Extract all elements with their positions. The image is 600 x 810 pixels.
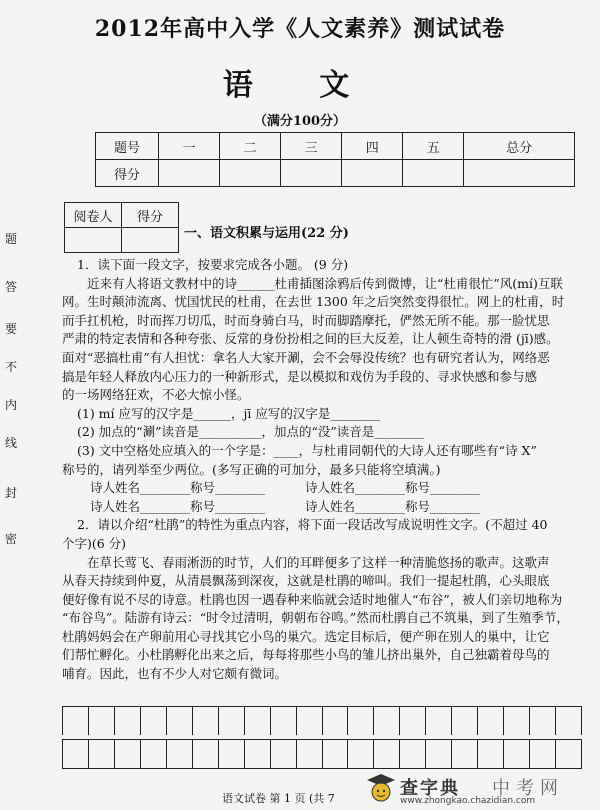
answer-grid-cell[interactable] [115,707,141,735]
full-mark: （满分100分） [253,114,347,129]
score-input-cell[interactable] [342,160,403,187]
score-cell: 四 [342,133,403,160]
answer-grid-cell[interactable] [323,740,349,768]
side-char: 题 [4,232,17,246]
q1-passage-line: 面对“恶搞杜甫”有人担忧：拿名人大家开涮，会不会辱没传统？也有研究者认为，网络恶 [62,349,550,365]
answer-grid-cell[interactable] [374,740,400,768]
answer-grid-cell[interactable] [115,740,141,768]
poet-fill-row [62,498,582,517]
score-table [95,132,575,187]
answer-grid-cell[interactable] [193,707,219,735]
score-input-cell[interactable] [281,160,342,187]
answer-grid-cell[interactable] [193,740,219,768]
q1-passage-line: 近来有人将语文教材中的诗______杜甫插图涂鸦后传到微博，让“杜甫很忙”风(mí)互联 [87,275,563,291]
q2-passage-line: 们帮忙孵化。小杜鹃孵化出来之后，每每将那些小鸟的雏儿挤出巢外，自己独霸着母鸟的 [62,647,550,663]
student-mascot-icon [366,772,396,804]
q1-sub3: (3) 文中空格处应填入的一个字是：____，与杜甫同朝代的大诗人还有哪些有“诗 X” [77,442,537,458]
score-cell: 一 [159,133,220,160]
question-content [62,256,582,684]
answer-grid-cell[interactable] [530,740,556,768]
answer-grid-cell[interactable] [323,707,349,735]
score-input-cell[interactable] [464,160,575,187]
score-cell: 三 [281,133,342,160]
answer-grid-cell[interactable] [297,707,323,735]
answer-grid [62,706,582,769]
answer-grid-cell[interactable] [348,740,374,768]
q2-passage-line: 哺育。因此，也有不少人对它颇有微词。 [62,666,288,682]
q2-passage-line: “布谷鸟”。陆游有诗云：“时令过清明，朝朝布谷鸣。”然而杜鹃自己不筑巢，到了生殖季节， [62,610,569,626]
score-table-header-row [96,133,575,160]
q1-passage-line: 的一场网络狂欢，不必大惊小怪。 [62,387,250,403]
q2-prompt-cont: 个字)(6 分) [62,535,127,551]
score-input-cell[interactable] [220,160,281,187]
grader-input-cell[interactable] [65,228,122,253]
q2-passage-line: 在草长莺飞、春雨淅沥的时节，人们的耳畔便多了这样一种清脆悠扬的歌声。这歌声 [87,554,550,570]
answer-grid-cell[interactable] [452,740,478,768]
watermark-name-2: 中考网 [492,778,564,799]
q1-sub2: (2) 加点的“涮”读音是__________，加点的“没”读音是________ [77,424,425,440]
score-cell: 题号 [96,133,159,160]
score-cell: 二 [220,133,281,160]
answer-grid-cell[interactable] [504,707,530,735]
exam-title: 2012年高中入学《人文素养》测试试卷 [94,16,506,42]
section-title: 一、语文积累与运用(22 分) [184,226,349,241]
answer-grid-cell[interactable] [452,707,478,735]
answer-grid-cell[interactable] [426,740,452,768]
score-cell: 得分 [96,160,159,187]
side-char: 线 [4,436,17,450]
poet-fill-row [62,479,582,498]
answer-grid-cell[interactable] [478,707,504,735]
answer-grid-cell[interactable] [63,740,89,768]
side-char: 封 [4,486,17,500]
score-input-cell[interactable] [159,160,220,187]
grader-table [64,202,179,253]
answer-grid-cell[interactable] [271,707,297,735]
grader-label: 阅卷人 [65,203,122,228]
answer-grid-cell[interactable] [348,707,374,735]
answer-grid-row [62,739,582,769]
score-cell: 总分 [464,133,575,160]
answer-grid-cell[interactable] [504,740,530,768]
answer-grid-cell[interactable] [426,707,452,735]
q2-passage-line: 从春天持续到仲夏，从清晨飘荡到深夜，这就是杜鹃的啼叫。我们一提起杜鹃，心头眼底 [62,573,550,589]
q1-passage-line: 网。生时颠沛流离、忧国忧民的杜甫，在去世 1300 年之后突然变得很忙。网上的杜甫，时 [62,294,565,310]
answer-grid-cell[interactable] [89,740,115,768]
q2-passage-line: 杜鹃妈妈会在产卵前用心寻找其它小鸟的巢穴。选定目标后，便产卵在别人的巢中，让它 [62,628,550,644]
q1-prompt: 1．读下面一段文字，按要求完成各小题。 (9 分) [77,257,349,272]
q1-sub3-cont: 称号的，请列举至少两位。(多写正确的可加分，最多只能将空填满。) [62,461,441,477]
answer-grid-cell[interactable] [245,707,271,735]
q1-passage-line: 搞是年轻人释放内心压力的一种新形式，是以模拟和戏仿为手段的、寻求快感和参与感 [62,368,538,384]
q1-passage-line: 严肃的特定表情和各种夸张、反常的身份扮相之间的巨大反差，让人顿生奇特的滑 (jī)感。 [62,331,559,347]
side-char: 内 [4,398,17,412]
watermark-url: www.zhongkao.chazidian.com [400,796,536,806]
answer-grid-cell[interactable] [167,740,193,768]
subject-title: 语 文 [222,68,378,103]
answer-grid-cell[interactable] [271,740,297,768]
answer-grid-cell[interactable] [297,740,323,768]
poet-fill[interactable]: 诗人姓名________称号________ [90,498,266,514]
answer-grid-cell[interactable] [374,707,400,735]
poet-fill[interactable]: 诗人姓名________称号________ [305,480,481,496]
answer-grid-row [62,706,582,735]
answer-grid-cell[interactable] [400,740,426,768]
answer-grid-cell[interactable] [167,707,193,735]
answer-grid-cell[interactable] [478,740,504,768]
answer-grid-cell[interactable] [219,740,245,768]
answer-grid-cell[interactable] [141,740,167,768]
answer-grid-cell[interactable] [556,740,581,768]
q2-prompt: 2．请以介绍“杜鹃”的特性为重点内容，将下面一段话改写成说明性文字。(不超过 40 [77,517,548,533]
score-input-cell[interactable] [403,160,464,187]
grader-score-label: 得分 [122,203,179,228]
watermark-name: 查字典 [400,778,460,799]
poet-fill[interactable]: 诗人姓名________称号________ [305,498,481,514]
side-char: 不 [4,360,17,374]
answer-grid-cell[interactable] [89,707,115,735]
score-cell: 五 [403,133,464,160]
answer-grid-cell[interactable] [63,707,89,735]
side-char: 密 [4,532,17,546]
poet-fill[interactable]: 诗人姓名________称号________ [90,480,266,496]
answer-grid-cell[interactable] [400,707,426,735]
answer-grid-cell[interactable] [245,740,271,768]
answer-grid-cell[interactable] [556,707,581,735]
watermark-logo [360,770,600,810]
side-char: 答 [4,280,17,294]
q2-passage-line: 便好像有说不尽的诗意。杜鹃也因一遇春种来临就会适时地催人“布谷”，被人们亲切地称为 [62,591,563,607]
page-footer: 语文试卷 第 1 页 (共 7 [222,792,335,805]
side-seal-text [2,230,20,550]
grader-score-cell[interactable] [122,228,179,253]
answer-grid-cell[interactable] [530,707,556,735]
answer-grid-cell[interactable] [141,707,167,735]
score-table-score-row [96,160,575,187]
side-char: 要 [4,322,17,336]
q1-sub1: (1) mí 应写的汉字是______，jī 应写的汉字是________ [77,405,381,421]
q1-passage-line: 而手扛机枪，时而挥刀切瓜，时而身骑白马，时而脚踏摩托，俨然无所不能。那一脸忧思 [62,312,550,328]
answer-grid-cell[interactable] [219,707,245,735]
